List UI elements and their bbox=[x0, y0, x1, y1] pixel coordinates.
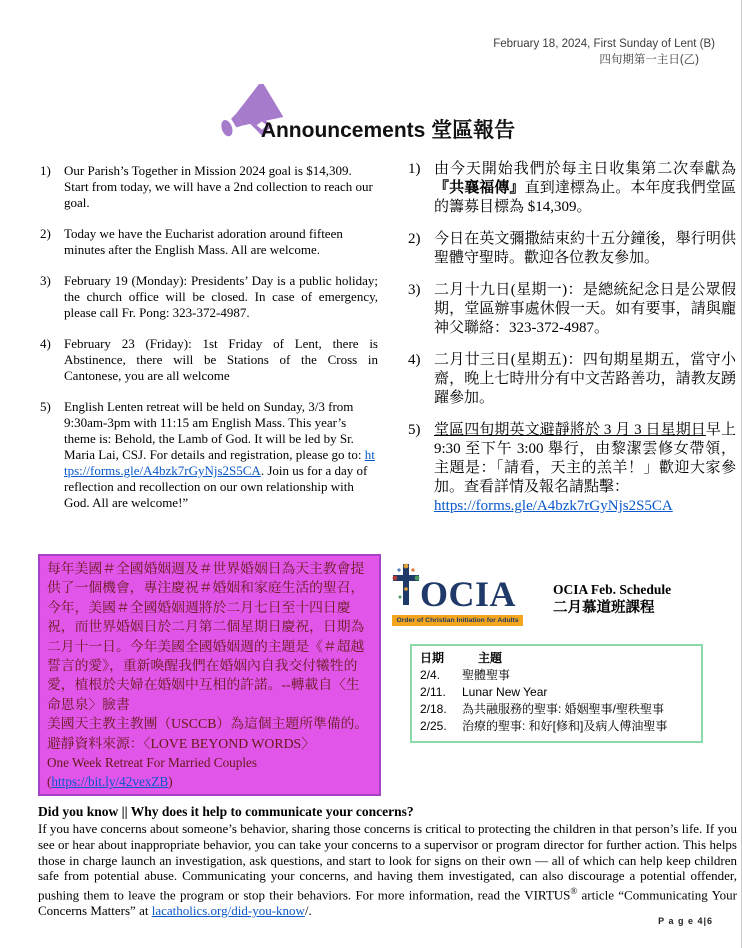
item-number: 4) bbox=[40, 336, 51, 351]
list-item bbox=[408, 351, 736, 408]
retreat-name-line: One Week Retreat For Married Couples bbox=[47, 755, 258, 771]
item-number: 5) bbox=[408, 422, 421, 438]
item-number: 3) bbox=[40, 273, 51, 288]
campaign-name-bold: 『共襄福傳』 bbox=[434, 180, 525, 196]
item-text-before: English Lenten retreat will be held on Sunday, 3/3 from 9:30am-3pm with 11:15 am English Mass. This year’s theme is: Behold, the Lamb of God. It will be led by Sr. Maria Lai, CSJ. For details and registration, please go to: bbox=[64, 399, 365, 462]
ocia-wordmark: OCIA bbox=[420, 574, 517, 614]
item-number: 3) bbox=[408, 282, 421, 298]
bitly-retreat-link[interactable]: https://bit.ly/42vexZB bbox=[51, 774, 169, 790]
header-date bbox=[493, 36, 715, 68]
item-text: 由今天開始我們於每主日收集第二次奉獻為『共襄福傳』直到達標為止。本年度我們堂區的籌募目標為 $14,309。 bbox=[434, 161, 736, 215]
page-title: Announcements 堂區報告 bbox=[260, 119, 516, 142]
list-item bbox=[40, 273, 378, 321]
did-you-know-section bbox=[38, 804, 737, 919]
item-text: February 19 (Monday): Presidents’ Day is a public holiday; the church office will be closed. In case of emergency, please call Fr. Pong: 323-372-4987. bbox=[64, 273, 378, 320]
item-number: 5) bbox=[40, 399, 51, 414]
usccb-line: 美國天主教主教團（USCCB）為這個主題所準備的。 bbox=[47, 716, 369, 732]
item-number: 1) bbox=[40, 163, 51, 178]
item-text: 今日在英文彌撒結束約十五分鐘後，舉行明供聖體守聖時。歡迎各位教友參加。 bbox=[434, 231, 736, 266]
table-row: 2/25. 治療的聖事: 和好[修和]及病人傅油聖事 bbox=[420, 719, 668, 733]
item-number: 2) bbox=[408, 231, 421, 247]
marriage-week-paragraph: 每年美國＃全國婚姻週及＃世界婚姻日為天主教會提供了一個機會，專注慶祝＃婚姻和家庭生活的聖召，今年，美國＃全國婚姻週將於二月七日至十四日慶祝，而世界婚姻日於二月第二個星期日慶祝，日期為二月十一日。今年美國全國婚姻週的主題是《＃超越誓言的愛》，重新喚醒我們在婚姻內自我交付犧牲的愛，植根於夫婦在婚姻中互相的許諾。--轉載自〈生命恩泉〉臉書 bbox=[47, 561, 365, 712]
list-item bbox=[40, 163, 378, 211]
marriage-week-box bbox=[38, 554, 381, 796]
retreat-source-line: 避靜資料來源：〈LOVE BEYOND WORDS〉 bbox=[47, 735, 316, 751]
ocia-schedule-title-zh: 二月慕道班課程 bbox=[553, 600, 655, 616]
item-text: 堂區四旬期英文避靜將於 3 月 3 日星期日早上 9:30 至下午 3:00 舉行，由黎潔雲修女帶領，主題是：「請看，天主的羔羊！」歡迎大家參加。查看詳情及報名請點擊： https://forms.gle/A4bzk7rGyNjs2S5CA bbox=[434, 422, 736, 514]
ocia-schedule-table bbox=[410, 644, 703, 743]
did-you-know-heading: Did you know || Why does it help to communicate your concerns? bbox=[38, 804, 414, 819]
table-row: 2/4. 聖體聖事 bbox=[420, 668, 511, 682]
item-text-after: . Join us for a day of reflection and recollection on our own relationship with God. All are welcome!” bbox=[64, 463, 368, 510]
list-item bbox=[408, 230, 736, 268]
retreat-date-underlined: 堂區四旬期英文避靜將於 3 月 3 日星期日 bbox=[434, 422, 706, 438]
header-date-english: February 18, 2024, First Sunday of Lent (B) bbox=[493, 38, 715, 50]
item-number: 4) bbox=[408, 352, 421, 368]
table-header-topic: 主題 bbox=[478, 651, 503, 665]
lacatholics-link[interactable]: lacatholics.org/did-you-know bbox=[151, 903, 305, 919]
did-you-know-paragraph: If you have concerns about someone’s behavior, sharing those concerns is critical to protecting the children in that person’s life. If you see or hear about inappropriate behavior, you can take your concerns to a supervisor or program director for further action. This helps those in charge launch an investigation, ask questions, and start to look for signs on their own — all of which can help keep children safe from potential abuse. Communicating your concerns, and having them investigated, can also discourage a potential offender, pushing them to leave the program or stop their behaviors. For more information, read the VIRTUS® article “Communicating Your Concerns Matters” at lacatholics.org/did-you-know/. bbox=[38, 821, 737, 919]
item-text: 二月十九日(星期一)：是總統紀念日是公眾假期，堂區辦事處休假一天。如有要事，請與龐神父聯絡：323-372-4987。 bbox=[434, 282, 736, 336]
page-number: P a g e 4|6 bbox=[658, 916, 713, 926]
table-header-row bbox=[420, 650, 695, 667]
list-item bbox=[40, 399, 378, 511]
table-header-date: 日期 bbox=[420, 651, 445, 665]
item-text bbox=[64, 399, 378, 511]
lenten-retreat-form-link-zh[interactable]: https://forms.gle/A4bzk7rGyNjs2S5CA bbox=[434, 498, 673, 514]
item-text: 二月廿三日(星期五)：四旬期星期五，當守小齋，晚上七時卅分有中文苦路善功，請教友踴躍參加。 bbox=[434, 352, 736, 406]
list-item bbox=[408, 160, 736, 217]
retreat-link-line: (https://bit.ly/42vexZB) bbox=[47, 774, 173, 790]
list-item bbox=[40, 336, 378, 384]
table-row: 2/11. Lunar New Year bbox=[420, 685, 548, 699]
item-text: Our Parish’s Together in Mission 2024 goal is $14,309. Start from today, we will have a 2nd collection to reach our goal. bbox=[64, 163, 373, 210]
item-number: 1) bbox=[408, 161, 421, 177]
header-date-chinese: 四旬期第一主日(乙) bbox=[599, 54, 699, 66]
ocia-schedule-heading bbox=[553, 580, 671, 618]
item-text: February 23 (Friday): 1st Friday of Lent, there is Abstinence, there will be Stations of the Cross in Cantonese, you are all welcome bbox=[64, 336, 378, 383]
announcements-chinese bbox=[408, 160, 736, 529]
ocia-schedule-title: OCIA Feb. Schedule bbox=[553, 582, 672, 597]
lenten-retreat-form-link[interactable]: https://forms.gle/A4bzk7rGyNjs2S5CA bbox=[64, 447, 375, 478]
item-text: Today we have the Eucharist adoration around fifteen minutes after the English Mass. All are welcome. bbox=[64, 226, 343, 257]
table-row: 2/18. 為共融服務的聖事: 婚姻聖事/聖秩聖事 bbox=[420, 702, 665, 716]
item-number: 2) bbox=[40, 226, 51, 241]
registered-trademark: ® bbox=[570, 886, 578, 897]
ocia-banner: Order of Christian Initiation for Adults bbox=[392, 615, 523, 626]
list-item bbox=[408, 281, 736, 338]
list-item bbox=[408, 421, 736, 516]
announcements-english bbox=[40, 163, 378, 526]
list-item bbox=[40, 226, 378, 258]
ocia-cross-icon bbox=[392, 563, 420, 614]
ocia-logo bbox=[392, 568, 526, 626]
